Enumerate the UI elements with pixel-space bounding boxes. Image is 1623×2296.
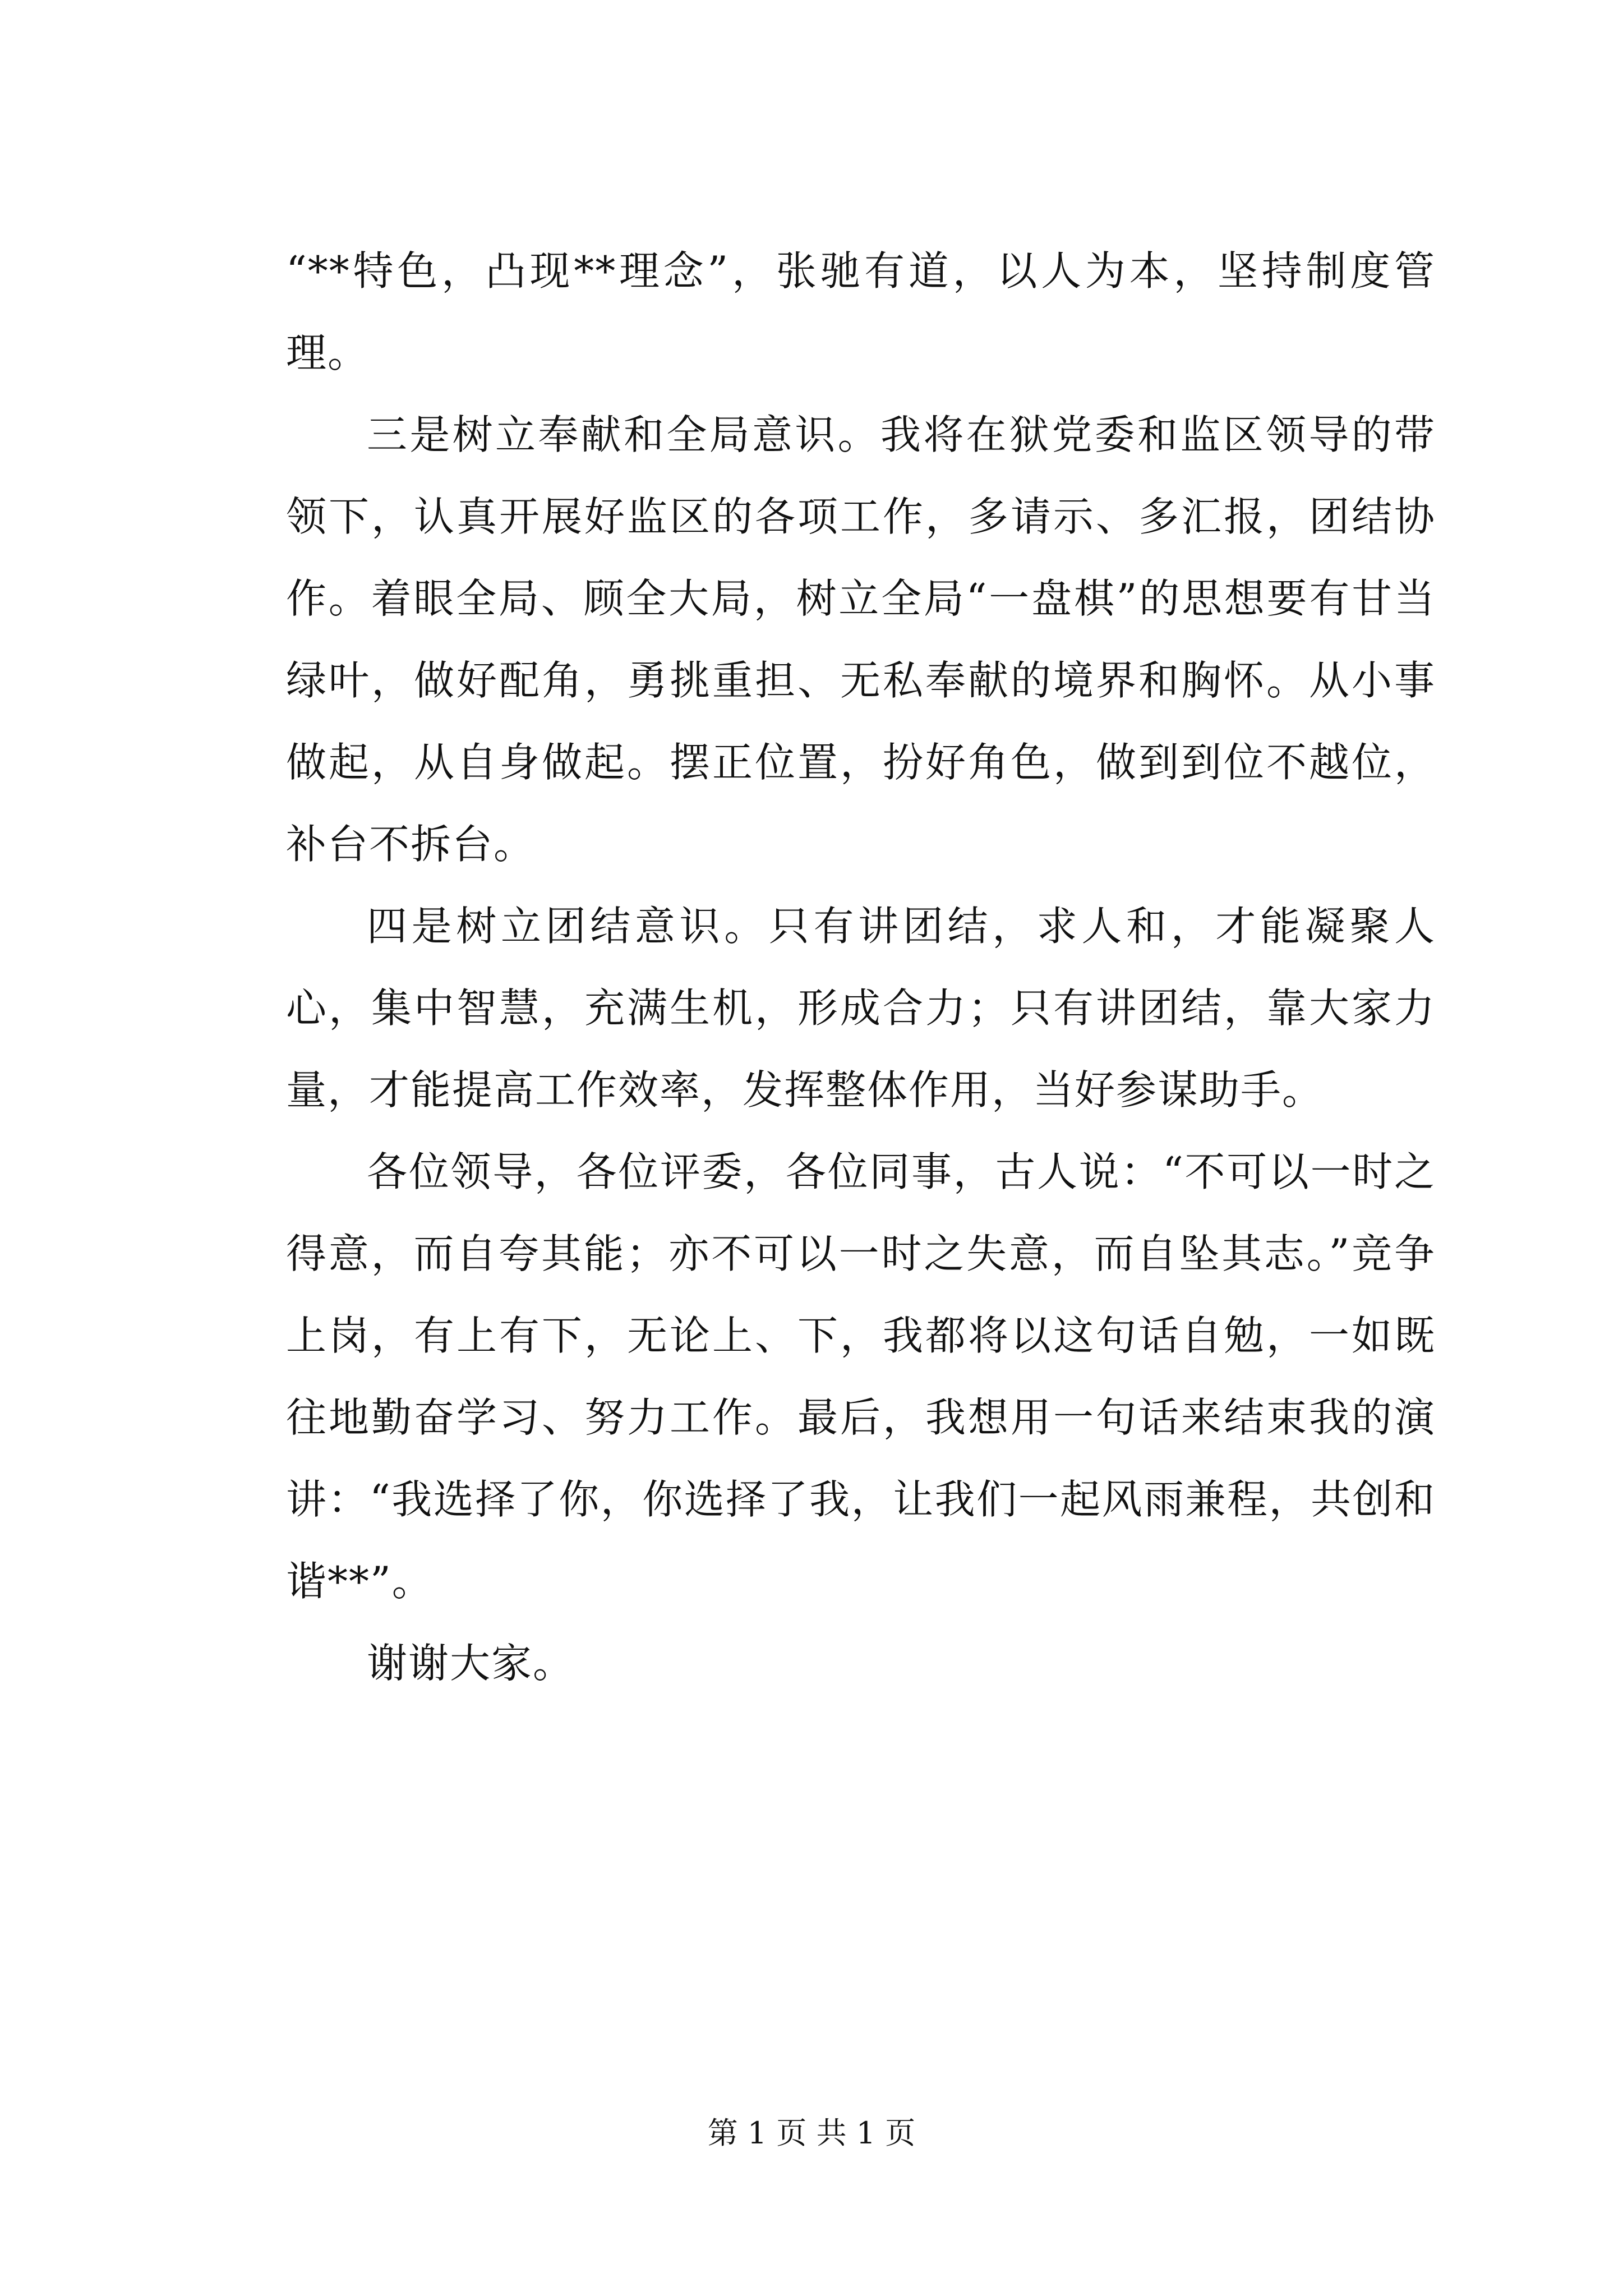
- paragraph-unity-awareness: 四是树立团结意识。只有讲团结，求人和，才能凝聚人心，集中智慧，充满生机，形成合力；只有讲团结，靠大家力量，才能提高工作效率，发挥整体作用，当好参谋助手。: [286, 903, 1436, 1114]
- page-number-footer: 第 1 页 共 1 页: [707, 2115, 916, 2151]
- paragraph-dedication-awareness: 三是树立奉献和全局意识。我将在狱党委和监区领导的带领下，认真开展好监区的各项工作，多请示、多汇报，团结协作。着眼全局、顾全大局，树立全局“一盘棋”的思想要有甘当绿叶，做好配角，勇挑重担、无私奉献的境界和胸怀。从小事做起，从自身做起。摆正位置，扮好角色，做到到位不越位，补台不拆台。: [286, 411, 1436, 868]
- paragraph-closing-remarks: 各位领导，各位评委，各位同事，古人说：“不可以一时之得意，而自夸其能；亦不可以一时之失意，而自坠其志。”竞争上岗，有上有下，无论上、下，我都将以这句话自勉，一如既往地勤奋学习、努力工作。最后，我想用一句话来结束我的演讲：“我选择了你，你选择了我，让我们一起风雨兼程，共创和谐**”。: [286, 1148, 1436, 1605]
- paragraph-continuation: “**特色，凸现**理念”，张驰有道，以人为本，坚持制度管理。: [286, 247, 1436, 376]
- paragraph-thanks: 谢谢大家。: [367, 1640, 575, 1687]
- document-body: [286, 230, 1436, 1704]
